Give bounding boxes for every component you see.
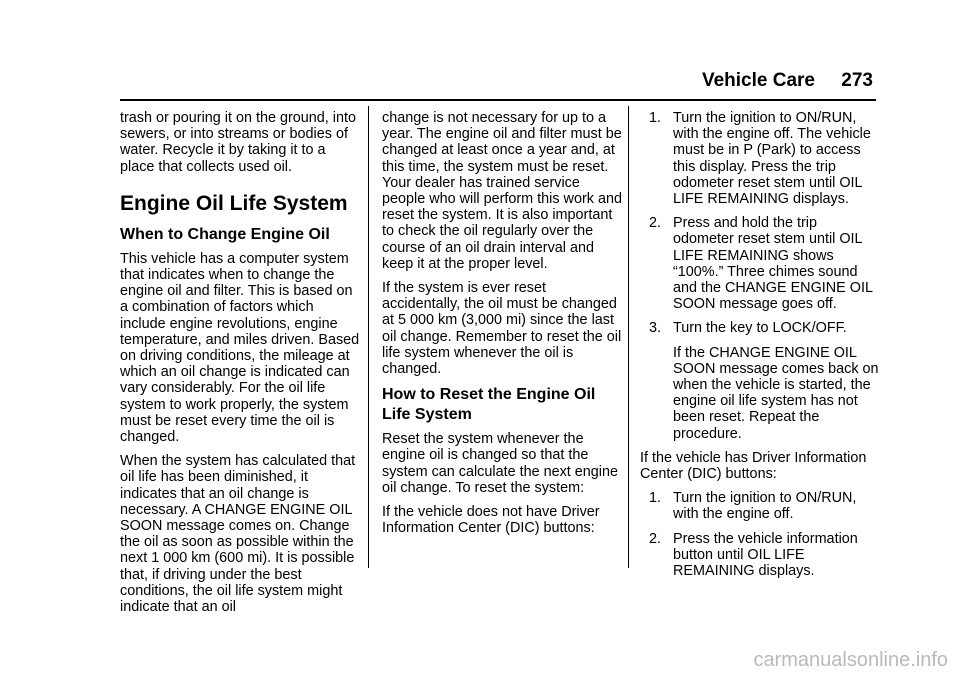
paragraph: When the system has calculated that oil life has been diminished, it indicates that an oil change is necessary. A CHANGE ENGINE OIL SOON message comes on. Change the oil as soon as possible within the next 1 000 km (600 mi). It is possible that, if driving under the best conditions, the oil life system might indicate that an oil [120,453,356,616]
step-note: If the CHANGE ENGINE OIL SOON message comes back on when the vehicle is started, the engine oil life system has not been reset. Repeat the procedure. [673,344,879,442]
step-text: Turn the ignition to ON/RUN, with the engine off. [673,490,857,523]
paragraph: If the system is ever reset accidentally, the oil must be changed at 5 000 km (3,000 mi) since the last oil change. Remember to reset the oil life system whenever the oil is changed. [382,280,622,378]
list-item [640,215,880,312]
step-text: Press the vehicle information button until OIL LIFE REMAINING displays. [673,530,858,580]
list-item [640,110,880,207]
paragraph: If the vehicle does not have Driver Information Center (DIC) buttons: [382,504,600,537]
step-number: 2. [649,530,662,547]
subheading-when-to-change: When to Change Engine Oil [120,225,330,243]
step-number: 3. [649,320,662,337]
column-2 [382,110,622,544]
column-3 [640,110,880,587]
step-number: 1. [649,490,662,507]
step-text: Turn the key to LOCK/OFF. [673,320,847,337]
page-number: 273 [841,70,873,91]
section-title: Vehicle Care [701,70,815,91]
watermark: carmanualsonline.info [753,649,948,671]
column-divider-2 [628,106,629,568]
steps-without-dic [640,110,880,442]
subheading-how-to-reset: How to Reset the Engine Oil Life System [382,386,596,424]
paragraph: If the vehicle has Driver Information Center (DIC) buttons: [640,449,867,483]
step-number: 2. [649,215,662,232]
step-text: Turn the ignition to ON/RUN, with the engine off. The vehicle must be in P (Park) to access this display. Press the trip odometer reset stem until OIL LIFE REMAINING displays. [673,110,871,208]
intro-paragraph: trash or pouring it on the ground, into sewers, or into streams or bodies of water. Recycle it by taking it to a place that collects used oil. [120,110,356,175]
column-1 [120,110,360,623]
column-divider-1 [368,106,369,568]
section-heading: Engine Oil Life System [120,191,348,215]
paragraph: This vehicle has a computer system that indicates when to change the engine oil and filter. This is based on a combination of factors which include engine revolutions, engine temperature, and miles driven. Based on driving conditions, the mileage at which an oil change is indicated can vary considerably. For the oil life system to work properly, the system must be reset every time the oil is changed. [120,250,360,446]
header-rule [120,99,876,101]
paragraph: Reset the system whenever the engine oil is changed so that the system can calculate the next engine oil change. To reset the system: [382,431,618,496]
list-item [640,490,880,522]
list-item [640,531,880,580]
steps-with-dic [640,490,880,579]
page-header [120,70,876,94]
step-text: Press and hold the trip odometer reset stem until OIL LIFE REMAINING shows “100%.” Three chimes sound and the CHANGE ENGINE OIL SOON message goes off. [673,215,873,313]
paragraph: change is not necessary for up to a year. The engine oil and filter must be changed at least once a year and, at this time, the system must be reset. Your dealer has trained service people who will perform this work and reset the system. It is also important to check the oil regularly over the course of an oil drain interval and keep it at the proper level. [382,110,622,272]
step-number: 1. [649,110,662,126]
list-item [640,320,880,441]
